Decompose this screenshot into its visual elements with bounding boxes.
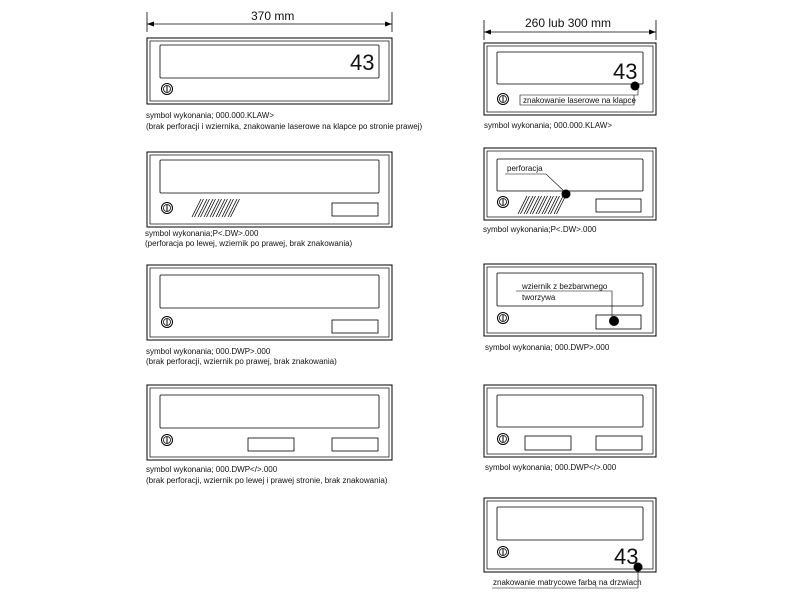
panel-number: 43 — [613, 59, 638, 84]
viewing-window-callout-line1: wziernik z bezbarwnego — [522, 282, 608, 291]
large-panel-2-note: (perforacja po lewej, wziernik po prawej, brak znakowania) — [145, 239, 353, 248]
matrix-marking-callout: znakowanie matrycowe farbą na drzwiach — [493, 578, 642, 587]
small-panel-4-symbol: symbol wykonania; 000.DWP</>.000 — [485, 463, 617, 472]
perforation-callout: perforacja — [507, 164, 543, 173]
small-panel-1-symbol: symbol wykonania; 000.000.KLAW> — [484, 121, 612, 130]
large-panel-4-symbol: symbol wykonania; 000.DWP</>.000 — [146, 465, 278, 474]
viewing-window-callout-line2: tworzywa — [522, 293, 556, 302]
small-panel-4 — [484, 385, 656, 457]
dimension-label-small: 260 lub 300 mm — [525, 16, 612, 30]
large-panel-3 — [147, 265, 392, 340]
large-panel-4-note: (brak perforacji, wziernik po lewej i prawej stronie, brak znakowania) — [146, 476, 388, 485]
large-panel-3-symbol: symbol wykonania; 000.DWP>.000 — [146, 347, 271, 356]
large-panel-4 — [147, 385, 392, 460]
laser-marking-callout: znakowanie laserowe na klapce — [523, 96, 636, 105]
large-panel-2 — [147, 152, 392, 227]
small-panel-5 — [484, 498, 656, 588]
panel-number: 43 — [614, 544, 639, 569]
small-panel-2-symbol: symbol wykonania;P<.DW>.000 — [483, 225, 597, 234]
dimension-label-large: 370 mm — [251, 9, 295, 23]
callout-dot — [609, 316, 619, 326]
small-panel-3-symbol: symbol wykonania; 000.DWP>.000 — [485, 343, 610, 352]
panel-number: 43 — [350, 50, 375, 75]
callout-dot — [562, 190, 571, 199]
large-panel-3-note: (brak perforacji, wziernik po prawej, brak znakowania) — [146, 357, 337, 366]
large-panel-1-note: (brak perforacji i wziernika, znakowanie laserowe na klapce po stronie prawej) — [146, 122, 423, 131]
small-panel-2 — [484, 148, 656, 220]
large-panel-2-symbol: symbol wykonania;P<.DW>.000 — [145, 229, 259, 238]
large-panel-1-symbol: symbol wykonania; 000.000.KLAW> — [146, 111, 274, 120]
small-panel-3 — [484, 264, 656, 336]
